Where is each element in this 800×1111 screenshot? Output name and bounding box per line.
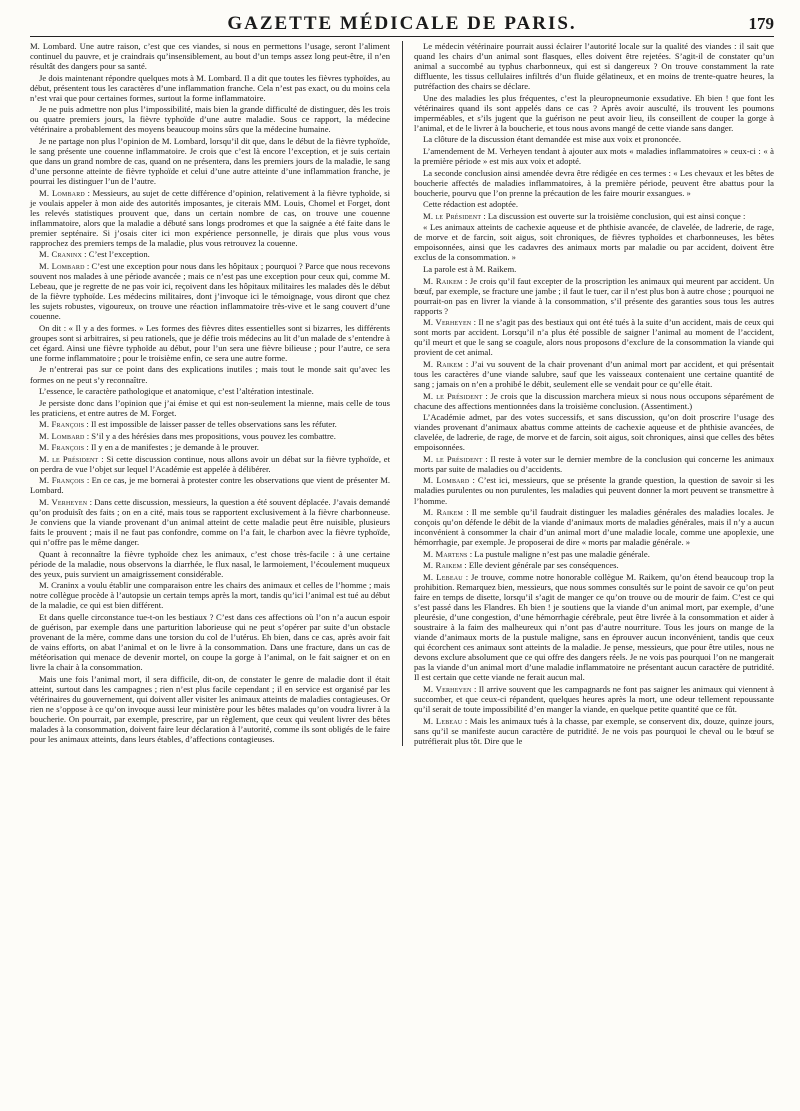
paragraph-text: La parole est à M. Raikem.	[423, 263, 517, 274]
paragraph	[30, 442, 390, 452]
paragraph-text: Je ne puis admettre non plus l’impossibilité, mais bien la grande difficulté de distinguer, dès les trois ou quatre premiers jours, la fièvre typhoïde d’une autre maladie. Sous ce rapport, la médecine vétérinaire a probablement des moyens beaucoup moins sûrs que la médecine humaine.	[30, 104, 390, 135]
paragraph	[414, 264, 774, 274]
paragraph	[414, 317, 774, 357]
speaker-name: M. le Président	[423, 390, 483, 401]
paragraph-text: : C’est l’exception.	[84, 249, 150, 260]
paragraph-text: : Il y en a de manifestes ; je demande à le prouver.	[86, 442, 259, 453]
paragraph	[30, 674, 390, 744]
speaker-name: M. Raikem	[423, 507, 464, 518]
paragraph-text: : Dans cette discussion, messieurs, la question a été souvent déplacée. J’avais demandé qu’on produisît des faits ; on en a cité, mais tous se rapportent exclusivement à la fièvre charbonneuse. Je conviens que la viande provenant d’un animal atteint de cette maladie peut être nuisible, plusieurs faits le prouvent ; mais il ne faut pas confondre, comme on l’a fait, le charbon avec la fièvre typhoïde, qui n’offre pas le même danger.	[30, 497, 390, 548]
paragraph-text: : Je trouve, comme notre honorable collègue M. Raikem, qu’on étend beaucoup trop la prohibition. Remarquez bien, messieurs, que nous sommes consultés sur le point de savoir ce qu’on peut faire en temps de disette, lorsqu’il s’agit de manger ce qu’on trouve ou de mourir de faim. C’est ce qui s’est passé dans les Flandres. Eh bien ! je soutiens que la viande d’un animal mort, par exemple, d’une pleurésie, d’une congestion, d’une hémorrhagie cérébrale, peut être livrée à la consommation et aider à soustraire à la faim des malheureux qui n’ont pas d’autre nourriture. Tous les jours on mange de la viande d’animaux morts de la pustule maligne, sans en éprouver aucun inconvénient, tandis que ceux qui écorchent ces animaux sont atteints de la maladie. Je pense, messieurs, que pour être utiles, nous ne devons exclure absolument que ce qui offre des dangers réels. Je ne vois pas pourquoi l’on ne mangerait pas la viande d’un animal mort d’une maladie inflammatoire ne présentant aucun caractère de putridité. Il est certain que cette viande ne ferait aucun mal.	[414, 571, 774, 683]
speaker-name: M. Martens	[423, 548, 468, 559]
paragraph-text: : La discussion est ouverte sur la troisième conclusion, qui est ainsi conçue :	[483, 210, 746, 221]
speaker-name: M. Lombard	[39, 430, 85, 441]
paragraph	[414, 41, 774, 91]
paragraph	[30, 188, 390, 248]
paragraph	[414, 572, 774, 683]
paragraph	[414, 549, 774, 559]
paragraph	[30, 454, 390, 474]
right-column	[414, 41, 774, 746]
paragraph	[30, 386, 390, 396]
paragraph-text: : Messieurs, au sujet de cette différence d’opinion, relativement à la fièvre typhoïde, si je voulais appeler à mon aide des autorités imposantes, je citerais MM. Louis, Chomel et Forget, dont les relevés statistiques prouvent que, dans un certain nombre de cas, on trouve une couenne inflammatoire, alors que la maladie a débuté sans longs prodromes et que la saignée a été faite dans le premier septénaire. Si j’osais citer ici mon expérience personnelle, je dirais que plus vous vous rapprochez des premiers temps de la maladie, plus vous retrouvez la couenne.	[30, 187, 390, 248]
paragraph	[30, 549, 390, 579]
paragraph-text: : C’est ici, messieurs, que se présente la grande question, la question de savoir si les maladies purulentes ou non purulentes, les maladies qui peuvent donner la mort peuvent se transmettre à l’homme.	[414, 475, 774, 506]
paragraph-text: Mais une fois l’animal mort, il sera difficile, dit-on, de constater le genre de maladie dont il était atteint, surtout dans les campagnes ; rien n’est plus facile cependant ; il en service est organisé par les vétérinaires du gouvernement, qui doivent aller visiter les animaux atteints de maladies contagieuses. Or rien ne s’oppose à ce qu’on invoque aussi leur ministère pour les bêtes malades qu’on voudra livrer à la boucherie. On pourrait, par exemple, prescrire, par un règlement, que ceux qui veulent livrer des bêtes malades à la consommation, doivent faire leur déclaration à l’autorité, comme ils sont obligés de le faire pour les animaux atteints, dans leurs étables, d’affections contagieuses.	[30, 673, 390, 745]
paragraph-text: : Mais les animaux tués à la chasse, par exemple, se conservent dix, douze, quinze jours, sans qu’il se manifeste aucun caractère de putridité. Je ne vois pas pourquoi le cheval ou le bœuf se putréfierait plus tôt. Dire que le	[414, 715, 774, 746]
paragraph-text: : Il est impossible de laisser passer de telles observations sans les réfuter.	[86, 419, 337, 430]
paragraph	[30, 261, 390, 321]
paragraph	[30, 419, 390, 429]
paragraph	[30, 41, 390, 71]
speaker-name: M. le Président	[39, 453, 99, 464]
paragraph-text: : En ce cas, je me bornerai à protester contre les observations que vient de présenter M. Lombard.	[30, 475, 391, 496]
paragraph-text: L’Académie admet, par des votes successifs, et sans discussion, qu’on doit proscrire l’usage des viandes provenant d’animaux abattus comme atteints de cachexie aqueuse et de phthisie avancées, de clavelée, de ladrerie, de rage, de morve et de farcin, soit aigus, soit chroniques, ainsi que celles des bêtes empoisonnées.	[414, 412, 774, 453]
paragraph	[414, 134, 774, 144]
speaker-name: M. Verheyen	[423, 317, 472, 328]
speaker-name: M. Lombard	[39, 260, 85, 271]
left-column	[30, 41, 390, 746]
speaker-name: M. Verheyen	[39, 497, 88, 508]
paragraph-text: Et dans quelle circonstance tue-t-on les bestiaux ? C’est dans ces affections où l’on n’a aucun espoir de guérison, par exemple dans une parturition laborieuse qui ne peut s’opérer par suite d’un obstacle provenant de la mère, comme dans une torsion du col de l’utérus. Eh bien, dans ce cas, après avoir fait de vains efforts, on abat l’animal et on le livre à la consommation. Dans une fracture, dans un cas de météorisation qui menace de devenir mortel, on coupe la gorge à l’animal, on le fait saigner et on en livre la chair à la consommation.	[30, 612, 390, 673]
paragraph-text: Cette rédaction est adoptée.	[423, 199, 518, 210]
paragraph-text: : S’il y a des hérésies dans mes propositions, vous pouvez les combattre.	[86, 430, 336, 441]
paragraph	[414, 475, 774, 505]
speaker-name: M. Verheyen	[423, 683, 472, 694]
paragraph	[414, 93, 774, 133]
paragraph	[414, 222, 774, 262]
paragraph-text: Je ne partage non plus l’opinion de M. Lombard, lorsqu’il dit que, dans le début de la fièvre typhoïde, le sang présente une couenne inflammatoire. Je crois que c’est là encore l’exception, et je suis certain que dans un grand nombre de cas, quand on ne présentera, dans les premiers jours de la maladie, le sang d’une personne atteinte de fièvre typhoïde et celui d’une autre atteinte d’une inflammation franche, je pourrai les distinguer l’un de l’autre.	[30, 135, 390, 187]
speaker-name: M. Raikem	[423, 275, 463, 286]
paragraph-text: La seconde conclusion ainsi amendée devra être rédigée en ces termes : « Les chevaux et les bêtes de boucherie affectés de maladies inflammatoires, à la première période, peuvent être abattus pour la boucherie, pourvu que l’on prenne la précaution de les faire mourir exsangues. »	[414, 167, 774, 198]
speaker-name: M. Lombard	[423, 475, 470, 486]
paragraph-text: : La pustule maligne n’est pas une maladie générale.	[469, 548, 650, 559]
page-header	[30, 10, 774, 37]
paragraph-text: Quant à reconnaître la fièvre typhoïde chez les animaux, c’est chose très-facile : à une certaine période de la maladie, nous observons la diarrhée, le flux nasal, le larmoiement, l’écoulement muqueux des yeux, puis survient un amaigrissement considérable.	[30, 548, 390, 579]
paragraph-text: Je persiste donc dans l’opinion que j’ai émise et qui est non-seulement la mienne, mais celle de tous les praticiens, et entre autres de M. Forget.	[30, 397, 390, 418]
paragraph-text: Je n’entrerai pas sur ce point dans des explications inutiles ; mais tout le monde sait qu’avec les formes on ne peut s’y reconnaître.	[30, 364, 390, 385]
speaker-name: M. François	[39, 475, 85, 486]
paragraph	[30, 497, 390, 547]
paragraph-text: La clôture de la discussion étant demandée est mise aux voix et prononcée.	[423, 134, 681, 145]
speaker-name: M. le Président	[423, 210, 482, 221]
speaker-name: M. Lebeau	[423, 715, 463, 726]
speaker-name: M. Raikem	[423, 560, 463, 571]
paragraph	[30, 323, 390, 363]
paragraph	[414, 276, 774, 316]
paragraph-text: : Il me semble qu’il faudrait distinguer les maladies générales des maladies locales. Je conçois qu’on défende le débit de la viande d’animaux morts de maladies générales, mais il n’y a aucun inconvénient à consommer la chair d’un animal mort d’une maladie locale, comme une apoplexie, une hémorrhagie, par exemple. Je proposerai de dire « morts par maladie générale. »	[414, 507, 774, 548]
speaker-name: M. le Président	[423, 453, 483, 464]
speaker-name: M. Lebeau	[423, 571, 463, 582]
paragraph-text: « Les animaux atteints de cachexie aqueuse et de phthisie avancée, de clavelée, de ladrerie, de rage, de morve et de farcin, soit aigus, soit chroniques, de fièvres typhoïdes et charbonneuses, les bêtes empoisonnées, ainsi que les cadavres des animaux morts par maladie ou par accident, doivent être exclus de la consommation. »	[414, 222, 774, 263]
paragraph-text: Une des maladies les plus fréquentes, c’est la pleuropneumonie exsudative. Eh bien ! que font les vétérinaires quand ils sont appelés dans ce cas ? Après avoir ausculté, ils trouvent les poumons imperméables, et s’ils jugent que la guérison ne peut avoir lieu, ils conseillent de couper la gorge à l’animal, et de le livrer à la boucherie, et tous nous avons mangé de cette viande sans danger.	[414, 92, 774, 133]
paragraph-text: M. Craninx a voulu établir une comparaison entre les chairs des animaux et celles de l’homme ; mais notre collègue procède à l’autopsie un certain temps après la mort, tandis qu’ici l’animal est tué au début de la maladie, ce qui est bien différent.	[30, 580, 390, 611]
column-divider	[402, 41, 403, 746]
paragraph	[414, 359, 774, 389]
paragraph	[30, 580, 390, 610]
paragraph	[414, 684, 774, 714]
paragraph-text: : Il reste à voter sur le dernier membre de la conclusion qui concerne les animaux morts par suite de maladies ou d’accidents.	[414, 453, 774, 474]
paragraph	[30, 431, 390, 441]
speaker-name: M. François	[39, 419, 85, 430]
paragraph-text: L’essence, le caractère pathologique et anatomique, c’est l’altération intestinale.	[39, 386, 314, 397]
paragraph	[30, 475, 390, 495]
paragraph	[30, 249, 390, 259]
paragraph	[414, 412, 774, 452]
journal-title: GAZETTE MÉDICALE DE PARIS.	[227, 13, 577, 34]
paragraph-text: : Elle devient générale par ses conséquences.	[464, 560, 619, 571]
paragraph-text: : Je crois que la discussion marchera mieux si nous nous occupons séparément de chacune des affections mentionnées dans la troisième conclusion. (Assentiment.)	[414, 390, 774, 411]
page-number: 179	[748, 14, 774, 33]
paragraph-text: : Il ne s’agit pas des bestiaux qui ont été tués à la suite d’un accident, mais de ceux qui sont morts par accident. Lorsqu’il n’a plus été possible de saigner l’animal au moment de l’accident, qu’il meurt et que le sang se coagule, alors nous proposons d’exclure de la consommation la viande qui provient de cet animal.	[414, 317, 774, 358]
paragraph	[30, 612, 390, 672]
paragraph	[414, 454, 774, 474]
paragraph	[414, 391, 774, 411]
paragraph	[30, 364, 390, 384]
paragraph	[30, 104, 390, 134]
paragraph-text: : Je crois qu’il faut excepter de la proscription les animaux qui meurent par accident. Un bœuf, par exemple, se fracture une jambe ; il faut le tuer, car il n’est plus bon à autre chose ; pourquoi ne pourrait-on pas en livrer la viande à la consommation, s’il présente des garanties sous tous les autres rapports ?	[414, 275, 774, 316]
paragraph-text: M. Lombard. Une autre raison, c’est que ces viandes, si nous en permettons l’usage, seront l’aliment continuel du pauvre, et je craindrais qu’insensiblement, au bout d’un temps assez long peut-être, il n’en résultât des dangers pour sa santé.	[30, 41, 390, 72]
paragraph	[414, 716, 774, 746]
speaker-name: M. Raikem	[423, 358, 463, 369]
paragraph-text: On dit : « Il y a des formes. » Les formes des fièvres dites essentielles sont si bizarres, les différents groupes sont si arbitraires, si peu rationels, que je défie trois médecins au lit d’un malade de s’entendre à cet égard. Ainsi une fièvre typhoïde au début, pour l’un sera une fièvre bilieuse ; pour l’autre, ce sera une forme inflammatoire ; pour le troisième enfin, ce sera une autre forme.	[30, 322, 390, 363]
paragraph-text: Le médecin vétérinaire pourrait aussi éclairer l’autorité locale sur la qualité des viandes : il sait que quand les chairs d’un animal sont flasques, elles doivent être rejetées. S’agit-il de constater qu’un animal a succombé au typhus charbonneux, qui est si dangereux ? On trouve constamment la rate diffluente, les tissus cellulaires infiltrés d’un fluide gélatineux, et en moins de trente-quatre heures, la putréfaction des chairs se déclare.	[414, 41, 774, 92]
paragraph-text: : J’ai vu souvent de la chair provenant d’un animal mort par accident, et qui présentait tous les caractères d’une viande salubre, sauf que les vaisseaux contenaient une certaine quantité de sang ; jamais on n’en a prohibé le débit, seulement elle se vendait pour ce qu’elle était.	[414, 358, 775, 389]
speaker-name: M. François	[39, 442, 85, 453]
paragraph-text: L’amendement de M. Verheyen tendant à ajouter aux mots « maladies inflammatoires » ceux-ci : « à la première période » est mis aux voix et adopté.	[414, 145, 774, 167]
paragraph	[30, 136, 390, 186]
paragraph-text: : Il arrive souvent que les campagnards ne font pas saigner les animaux qui viennent à succomber, et que ceux-ci répandent, quelques heures après la mort, une odeur tellement repoussante qu’il serait de toute impossibilité d’en manger la viande, en quelque petite quantité que ce fût.	[414, 683, 774, 714]
speaker-name: M. Lombard	[39, 187, 85, 198]
text-columns	[30, 41, 774, 746]
paragraph	[30, 398, 390, 418]
paragraph	[30, 73, 390, 103]
paragraph-text: Je dois maintenant répondre quelques mots à M. Lombard. Il a dit que toutes les fièvres typhoïdes, au début, présentent tous les caractères d’une inflammation franche. Cela n’est pas exact, ou du moins cela n’est vrai que pour certaines formes, surtout la forme inflammatoire.	[30, 72, 390, 103]
speaker-name: M. Craninx	[39, 249, 83, 260]
paragraph	[414, 168, 774, 198]
paragraph	[414, 199, 774, 209]
paragraph	[414, 507, 774, 547]
paragraph-text: : C’est une exception pour nous dans les hôpitaux ; pourquoi ? Parce que nous recevons souvent nos malades à une période avancée ; mais ce n’est pas une exception pour ceux qui, comme M. Lebeau, que je regrette de ne pas voir ici, reçoivent dans les hôpitaux militaires les malades dès le début de la fièvre typhoïde. Les médecins militaires, dont j’invoque ici le témoignage, vous diront que chez les sujets robustes, vigoureux, on trouve une réaction inflammatoire très-vive et le sang couvert d’une couenne.	[30, 260, 390, 322]
paragraph	[414, 146, 774, 166]
paragraph-text: : Si cette discussion continue, nous allons avoir un débat sur la fièvre typhoïde, et on perdra de vue l’objet sur lequel l’Académie est appelée à délibérer.	[30, 453, 390, 474]
paragraph	[414, 211, 774, 221]
paragraph	[414, 560, 774, 570]
